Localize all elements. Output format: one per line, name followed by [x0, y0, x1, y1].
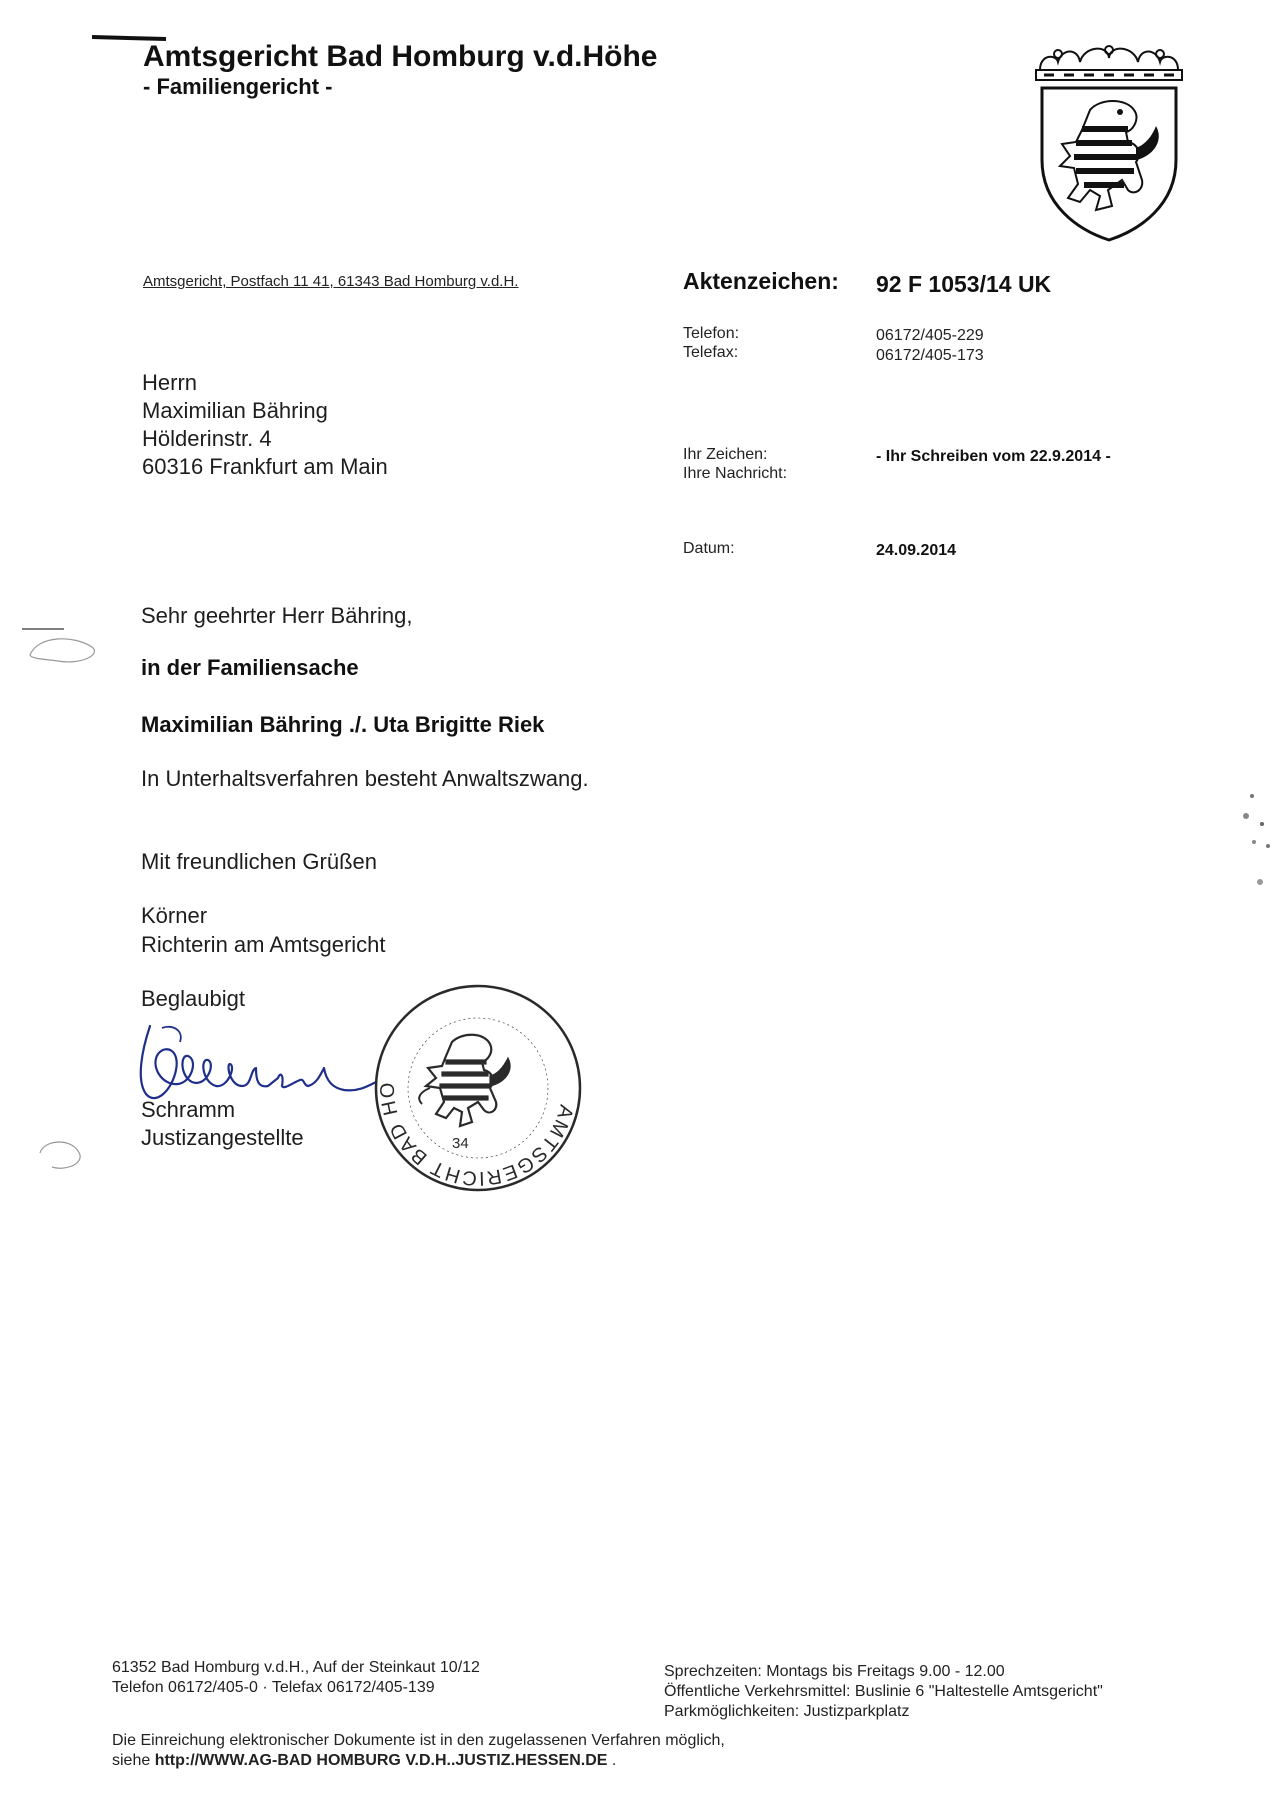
recipient-name: Maximilian Bähring	[142, 398, 328, 423]
hesse-lion-coat-of-arms-icon	[1030, 40, 1188, 244]
aktenzeichen-label: Aktenzeichen:	[683, 268, 839, 294]
handwritten-signature	[132, 1020, 382, 1120]
seal-number: 34	[452, 1135, 469, 1152]
telefon-label: Telefon:	[683, 325, 740, 342]
sender-address-line: Amtsgericht, Postfach 11 41, 61343 Bad Homburg v.d.H.	[143, 273, 519, 290]
telefax-label: Telefax:	[683, 344, 739, 361]
greeting: Sehr geehrter Herr Bähring,	[141, 603, 413, 628]
footer-hours: Sprechzeiten: Montags bis Freitags 9.00 - 12.00	[664, 1663, 1005, 1680]
footer-website-link[interactable]: http://WWW.AG-BAD HOMBURG V.D.H..JUSTIZ.HESSEN.DE	[154, 1752, 608, 1769]
certified-label: Beglaubigt	[141, 986, 245, 1011]
clerk-title: Justizangestellte	[141, 1125, 304, 1150]
statement: In Unterhaltsverfahren besteht Anwaltszwang.	[141, 766, 589, 791]
scan-smudge	[18, 625, 118, 675]
footer-transport: Öffentliche Verkehrsmittel: Buslinie 6 "Haltestelle Amtsgericht"	[664, 1683, 1103, 1700]
case-parties: Maximilian Bähring ./. Uta Brigitte Riek	[141, 712, 545, 737]
judge-title: Richterin am Amtsgericht	[141, 932, 386, 957]
ihre-nachricht-label: Ihre Nachricht:	[683, 465, 788, 482]
telefon-value: 06172/405-229	[876, 327, 984, 344]
judge-name: Körner	[141, 903, 208, 928]
scan-speckles	[1232, 786, 1280, 904]
ihr-zeichen-value: - Ihr Schreiben vom 22.9.2014 -	[876, 448, 1111, 465]
footer-website-prefix: siehe	[112, 1752, 151, 1769]
matter-intro: in der Familiensache	[141, 655, 359, 680]
scan-smudge-lower	[34, 1133, 104, 1178]
clerk-name: Schramm	[141, 1097, 236, 1122]
ihr-zeichen-label: Ihr Zeichen:	[683, 446, 768, 463]
footer-parking: Parkmöglichkeiten: Justizparkplatz	[664, 1703, 910, 1720]
closing: Mit freundlichen Grüßen	[141, 849, 377, 874]
datum-value: 24.09.2014	[876, 542, 957, 559]
datum-label: Datum:	[683, 540, 735, 557]
footer-phone: Telefon 06172/405-0 · Telefax 06172/405-139	[112, 1679, 435, 1696]
telefax-value: 06172/405-173	[876, 347, 984, 364]
recipient-salutation: Herrn	[142, 370, 198, 395]
court-department: - Familiengericht -	[143, 74, 333, 99]
footer-website-line	[112, 1751, 616, 1771]
recipient-street: Hölderinstr. 4	[142, 426, 272, 451]
footer-electronic-note: Die Einreichung elektronischer Dokumente ist in den zugelassenen Verfahren möglich,	[112, 1732, 725, 1749]
seal-ring-text: AMTSGERICHT BAD HO	[376, 1080, 578, 1190]
footer-website-suffix: .	[611, 1752, 617, 1769]
aktenzeichen-value: 92 F 1053/14 UK	[876, 271, 1052, 297]
recipient-city: 60316 Frankfurt am Main	[142, 454, 388, 479]
court-name: Amtsgericht Bad Homburg v.d.Höhe	[143, 40, 658, 73]
court-seal-stamp	[372, 982, 584, 1194]
footer-address: 61352 Bad Homburg v.d.H., Auf der Steinkaut 10/12	[112, 1659, 480, 1676]
